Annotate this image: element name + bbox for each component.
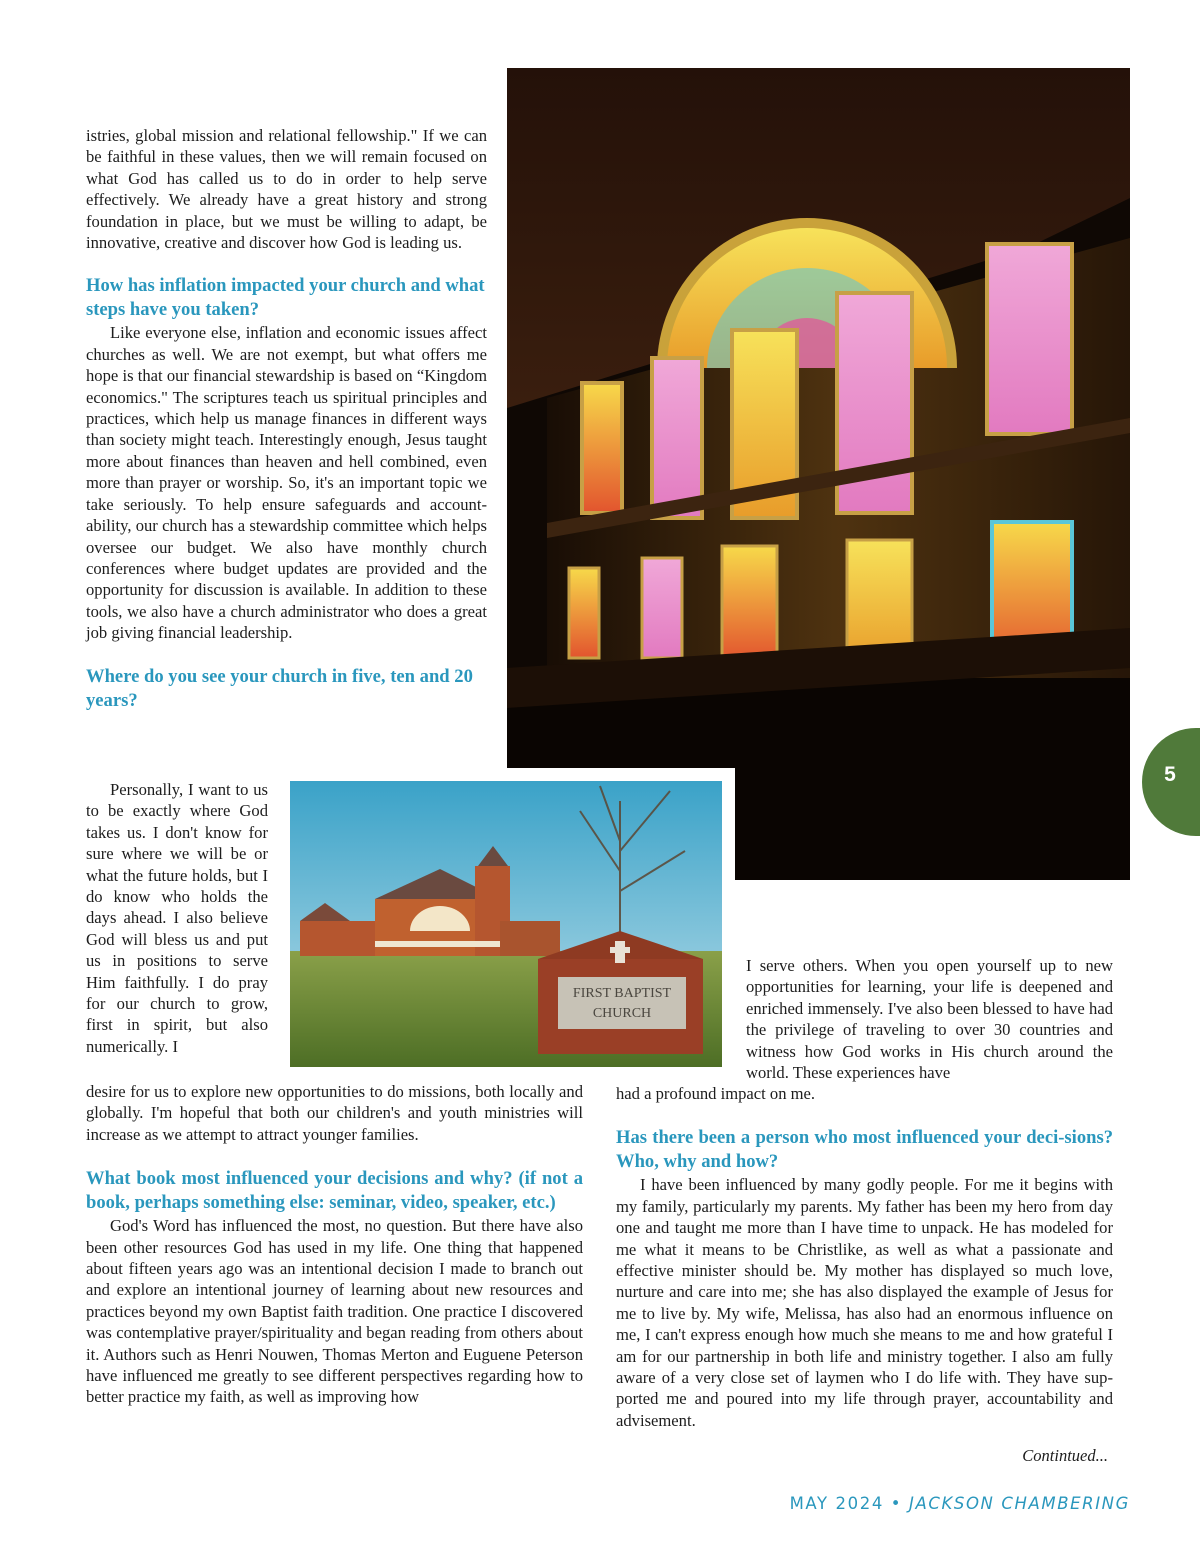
col1-bottom: [86, 1081, 583, 1408]
book-answer: God's Word has influenced the most, no question. But there have also been other resources God has used in my life. One thing that happened about fifteen years ago was an intentional decision I made to branch out and explore an intentional journey of learning about new resources and practices beyond my own Baptist faith tradition. One practice I discovered was contemplative prayer/spirituality and began reading from others about it. Authors such as Henri Nouwen, Thomas Merton and Euguene Peterson have influenced me greatly to see different perspectives regarding how to better practice my faith, as well as improving how: [86, 1216, 583, 1407]
footer-date: MAY 2024: [789, 1494, 884, 1513]
col1-narrow: [86, 779, 268, 1057]
continued-label: Contintued...: [1022, 1446, 1108, 1465]
future-answer-wide: desire for us to explore new opportunities to do missions, both locally and globally. I'm hopeful that both our children's and youth ministries will increase as we attempt to attract younger families.: [86, 1082, 583, 1144]
question-person-heading: Has there been a person who most influenced your deci-sions? Who, why and how?: [616, 1127, 1113, 1173]
question-book-heading: What book most influenced your decisions and why? (if not a book, perhaps something else: seminar, video, speaker, etc.): [86, 1168, 583, 1214]
col2-continued-narrow: [746, 955, 1113, 1083]
intro-paragraph: istries, global mission and relational fellowship." If we can be faithful in these values, then we will remain focused on what God has called us to do in order to help serve effectively. We already have a great history and strong foundation in place, but we must be willing to adapt, be innovative, creative and discover how God is leading us.: [86, 126, 487, 253]
book-answer-last-line: had a profound impact on me.: [616, 1084, 816, 1103]
question-inflation-heading: How has inflation impacted your church and what steps have you taken?: [86, 275, 485, 321]
church-sign-line2: CHURCH: [592, 1006, 652, 1021]
page-footer: [760, 1494, 1130, 1513]
question-future-heading: Where do you see your church in five, ten and 20 years?: [86, 665, 473, 711]
col2-bottom: [616, 1083, 1113, 1431]
stained-glass-photo: [507, 68, 1130, 880]
inflation-answer: Like everyone else, inflation and economic issues affect churches as well. We are not exempt, but what offers me hope is that our financial stewardship is based on “Kingdom economics." The scriptures teach us spiritual principles and practices, which help us manage finances in different ways than society might teach. Interestingly enough, Jesus taught more about finances than heaven and hell combined, even more than prayer or worship. So, it's an important topic we take seriously. To help ensure safeguards and account-ability, our church has a stewardship committee which helps oversee our budget. We also have monthly church conferences where budget updates are provided and the opportunity for discussion is available. In addition to these tools, we also have a church administrator who does a great job giving financial leadership.: [86, 323, 487, 643]
future-answer-narrow: Personally, I want to us to be exactly where God takes us. I don't know for sure where we will be or what the future holds, but I do know who holds the days ahead. I also believe God will bless us and put us in positions to serve Him faithfully. I do pray for our church to grow, first in spirit, but also numerically. I: [86, 780, 268, 1056]
page-number: 5: [1164, 763, 1176, 786]
footer-separator: •: [890, 1494, 903, 1513]
book-answer-continued: I serve others. When you open yourself up to new opportunities for learning, your life is deepened and enriched immensely. I've also been blessed to have had the privilege of traveling to over 30 countries and witness how God works in His church around the world. These experiences have: [746, 956, 1113, 1083]
church-photo: [290, 781, 722, 1067]
church-sign-line1: FIRST BAPTIST: [572, 986, 672, 1001]
person-answer: I have been influenced by many godly people. For me it begins with my family, particularly my parents. My father has been my hero from day one and taught me more than I have time to unpack. He has modeled for me what it means to be Christlike, as well as what a passionate and effective minister should be. My mother has displayed so much love, nurture and care into me; she has also displayed the example of Jesus for me to live by. My wife, Melissa, has also had an enormous influence on me, I can't express enough how much she means to me and how grateful I am for our partnership in both life and ministry together. I also am fully aware of a very close set of laymen who I do life with. They have sup-ported me and poured into my life through prayer, accountability and advisement.: [616, 1175, 1113, 1430]
footer-name: JACKSON CHAMBERING: [909, 1494, 1130, 1513]
col1-top: [86, 125, 487, 713]
